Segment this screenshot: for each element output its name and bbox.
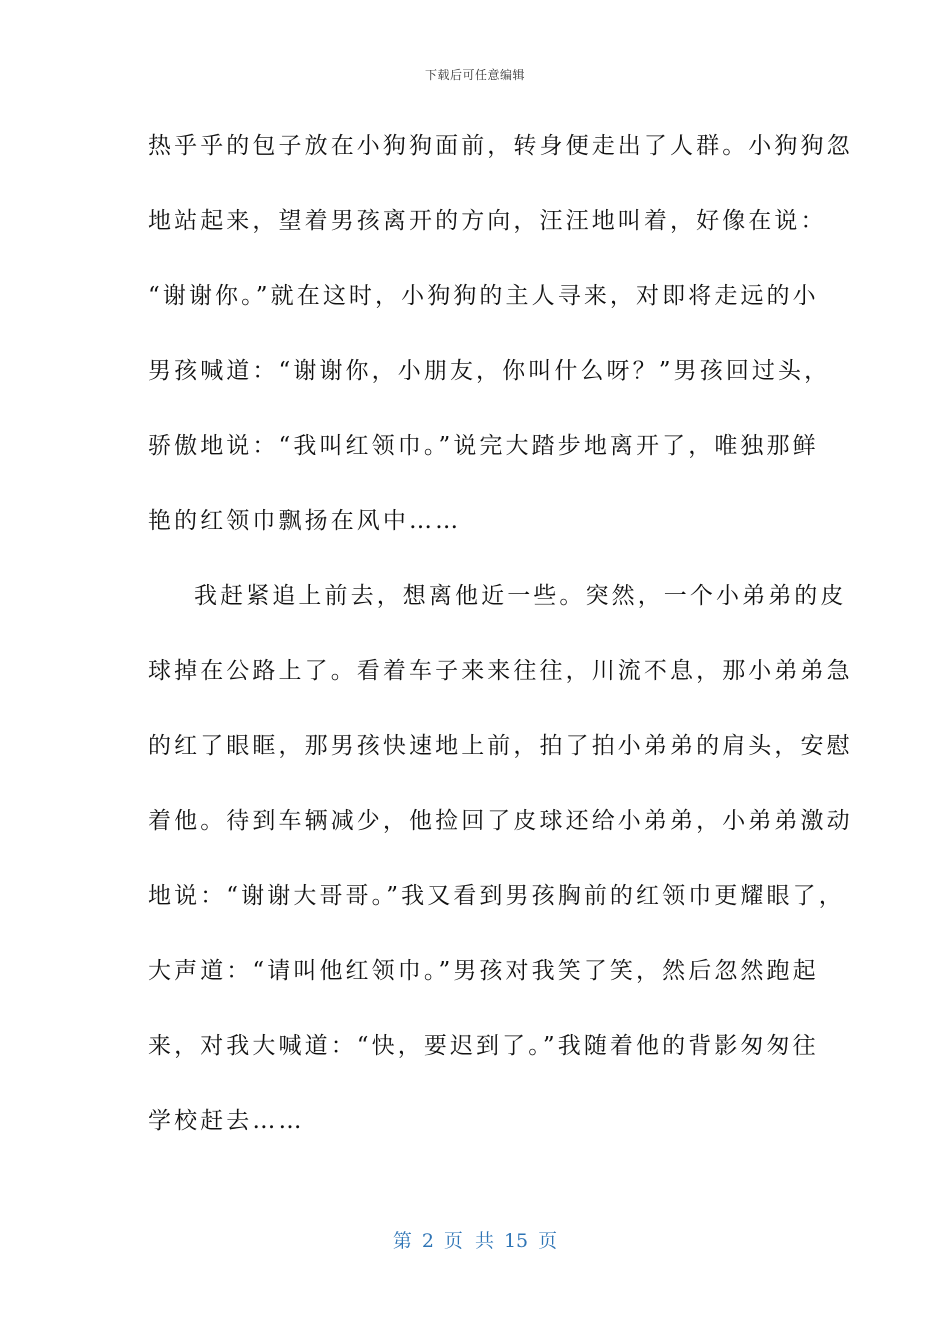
text-line: 地说：“谢谢大哥哥。”我又看到男孩胸前的红领巾更耀眼了， [148, 883, 845, 909]
text-line: 的红了眼眶，那男孩快速地上前，拍了拍小弟弟的肩头，安慰 [148, 733, 853, 759]
text-line: 来，对我大喊道：“快，要迟到了。”我随着他的背影匆匆往 [148, 1033, 819, 1059]
text-line: 骄傲地说：“我叫红领巾。”说完大踏步地离开了，唯独那鲜 [148, 433, 819, 459]
text-line: 球掉在公路上了。看着车子来来往往，川流不息，那小弟弟急 [148, 658, 853, 684]
current-page-number: 2 [421, 1230, 434, 1252]
page-header: 下载后可任意编辑 [424, 68, 525, 82]
text-line: 艳的红领巾飘扬在风中…… [148, 508, 462, 534]
text-line: 热乎乎的包子放在小狗狗面前，转身便走出了人群。小狗狗忽 [148, 133, 853, 159]
text-line: 着他。待到车辆减少，他捡回了皮球还给小弟弟，小弟弟激动 [148, 808, 853, 834]
text-line: 男孩喊道：“谢谢你，小朋友，你叫什么呀？”男孩回过头， [148, 358, 831, 384]
page-label-middle: 页 共 [443, 1230, 494, 1252]
total-pages-number: 15 [503, 1230, 529, 1252]
paragraph-first-line: 我赶紧追上前去，想离他近一些。突然，一个小弟弟的皮 [194, 583, 847, 609]
text-line: 地站起来，望着男孩离开的方向，汪汪地叫着，好像在说： [148, 208, 827, 234]
page-footer [0, 1226, 950, 1253]
page-label-prefix: 第 [392, 1230, 412, 1252]
page-label-suffix: 页 [538, 1230, 558, 1252]
text-line: “谢谢你。”就在这时，小狗狗的主人寻来，对即将走远的小 [148, 283, 819, 309]
document-body [148, 128, 853, 1178]
text-line: 大声道：“请叫他红领巾。”男孩对我笑了笑，然后忽然跑起 [148, 958, 819, 984]
text-line: 学校赶去…… [148, 1108, 305, 1134]
